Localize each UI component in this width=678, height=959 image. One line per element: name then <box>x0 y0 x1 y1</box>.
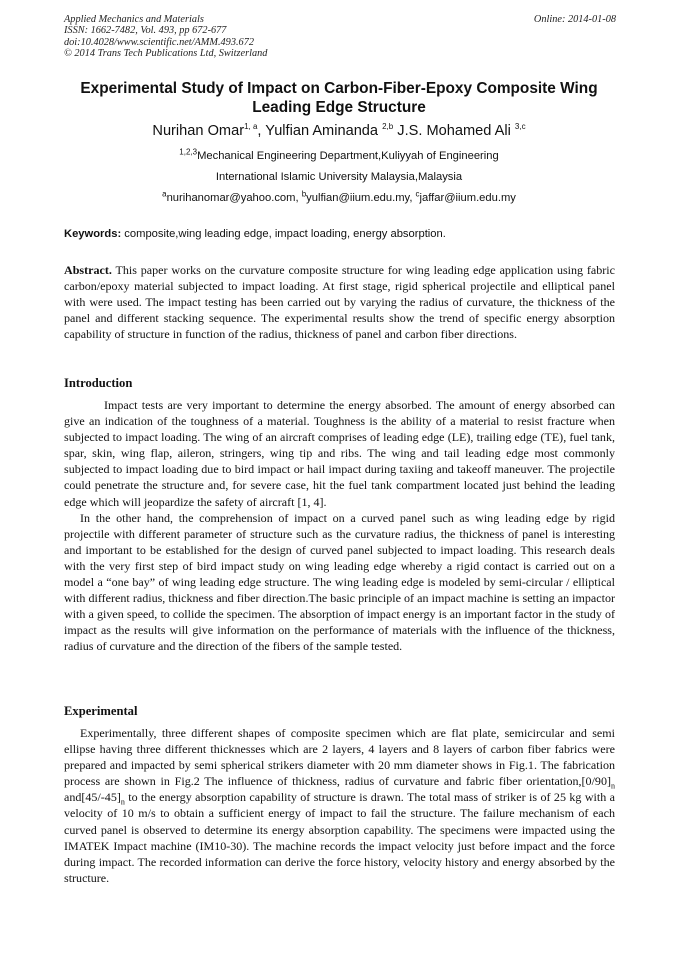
keywords <box>64 227 616 241</box>
experimental-paragraph-1 <box>64 725 615 886</box>
abstract-text: This paper works on the curvature composite structure for wing leading edge application using fabric carbon/epoxy material subjected to impact loading. At first stage, rigid spherical projectile and elliptical panel with were used. The impact testing has been carried out by varying the radius of curvature, the thickness of the panel and different stacking sequence. The experimental results show the trend of specific energy absorption capability of structure in function of the radius, thickness of panel and carbon fiber directions. <box>64 263 615 342</box>
introduction-heading: Introduction <box>64 376 133 390</box>
paper-title <box>50 79 628 117</box>
affiliation-line-2: International Islamic University Malaysia,Malaysia <box>215 171 463 183</box>
exp-text-a: Experimentally, three different shapes of composite specimen which are flat plate, semicircular and semi ellipse having three different thicknesses which are 2 layers, 4 layers and 8 layers of carbon fiber fabrics were prepared and impacted by semi spherical strikers diameter with 20 mm diameter shows in Fig.1. The fabrication process are shown in Fig.2 The influence of thickness, radius of curvature and fabric fiber orientation,[0/90] <box>64 726 615 789</box>
exp-sub-1: n <box>611 781 615 791</box>
affiliation-sup: 1,2,3 <box>179 147 198 157</box>
author-list <box>40 122 638 140</box>
exp-text-b: and[45/-45] <box>64 790 121 805</box>
online-date: Online: 2014-01-08 <box>533 14 616 25</box>
author-1: Nurihan Omar <box>152 123 245 139</box>
issn: ISSN: 1662-7482, Vol. 493, pp 672-677 <box>64 25 227 37</box>
title-line-2: Leading Edge Structure <box>252 99 426 116</box>
email-a: nurihanomar@yahoo.com, <box>166 192 302 204</box>
abstract-label: Abstract. <box>64 263 112 277</box>
title-line-1: Experimental Study of Impact on Carbon-Fiber-Epoxy Composite Wing <box>80 80 598 97</box>
author-3: J.S. Mohamed Ali <box>393 123 515 139</box>
email-b: yulfian@iium.edu.my, <box>306 192 416 204</box>
email-c-sup: c <box>415 189 420 199</box>
author-1-affil: 1, a <box>244 122 258 132</box>
journal-name: Applied Mechanics and Materials <box>64 14 204 25</box>
copyright: © 2014 Trans Tech Publications Ltd, Switzerland <box>64 48 268 60</box>
experimental-heading: Experimental <box>64 704 138 718</box>
doi: doi:10.4028/www.scientific.net/AMM.493.672 <box>64 36 254 48</box>
author-emails <box>40 191 638 205</box>
author-2: Yulfian Aminanda <box>261 123 383 139</box>
exp-sub-2: n <box>120 797 125 807</box>
exp-text-c: to the energy absorption capability of structure is drawn. The total mass of striker is of 25 kg with a velocity of 10 m/s to obtain a sufficient energy of impact to fail the structure. The failure mechanism of each curved panel is observed to determine its energy absorption capability. The specimens were impacted using the IMATEK Impact machine (IM10-30). The machine records the impact velocity just before impact and the force during impact. The recorded information can derive the force history, velocity history and energy absorbed by the structure. <box>64 790 615 885</box>
abstract <box>64 262 615 342</box>
journal-header <box>64 14 616 60</box>
author-separator: , <box>257 123 262 139</box>
affiliation-line-1 <box>40 149 638 163</box>
author-3-affil: 3,c <box>514 122 526 132</box>
intro-paragraph-1: Impact tests are very important to determine the energy absorbed. The amount of energy absorbed can give an indication of the toughness of a material. Toughness is the ability of a material to resist fracture when subjected to impact loading. The wing of an aircraft comprises of leading edge (LE), trailing edge (TE), fuel tank, spar, skin, wing flap, aileron, stringers, wing tip and ribs. The wing and tail leading edge most commonly subjected to impact loading due to bird impact or hail impact during taxiing and takeoff maneuver. The projectile could penetrate the structure and, for severe case, hit the fuel tank compartment located just behind the leading edge which will jeopardize the safety of aircraft [1, 4]. <box>64 398 615 509</box>
author-2-affil: 2,b <box>382 122 394 132</box>
affiliation-dept: Mechanical Engineering Department,Kuliyyah of Engineering <box>197 150 499 162</box>
keywords-text: composite,wing leading edge, impact loading, energy absorption. <box>121 228 446 240</box>
keywords-label: Keywords: <box>64 228 122 240</box>
intro-paragraph-2: In the other hand, the comprehension of impact on a curved panel such as wing leading edge by rigid projectile with different parameter of structure such as the curvature radius, the thickness of panel is interesting and important to be established for the design of curved panel subjected to impact loading. This research deals with the very first step of bird impact study on wing leading edge whereby a rigid contact is carried out on a model a “one bay” of wing leading edge structure. The wing leading edge is modeled by semi-circular / elliptical with different radius, thickness and fiber direction.The basic principle of an impact machine is setting an impactor with a given speed, to collide the specimen. The absorption of impact energy is an important factor in the study of impact as the results will give information on the performance of materials with the influence of the thickness, radius of curvature and the direction of the fibers of the sample tested. <box>64 510 615 654</box>
email-a-sup: a <box>162 189 167 199</box>
introduction-body <box>64 397 615 655</box>
experimental-body <box>64 725 615 886</box>
email-c: jaffar@iium.edu.my <box>419 192 516 204</box>
email-b-sup: b <box>301 189 307 199</box>
